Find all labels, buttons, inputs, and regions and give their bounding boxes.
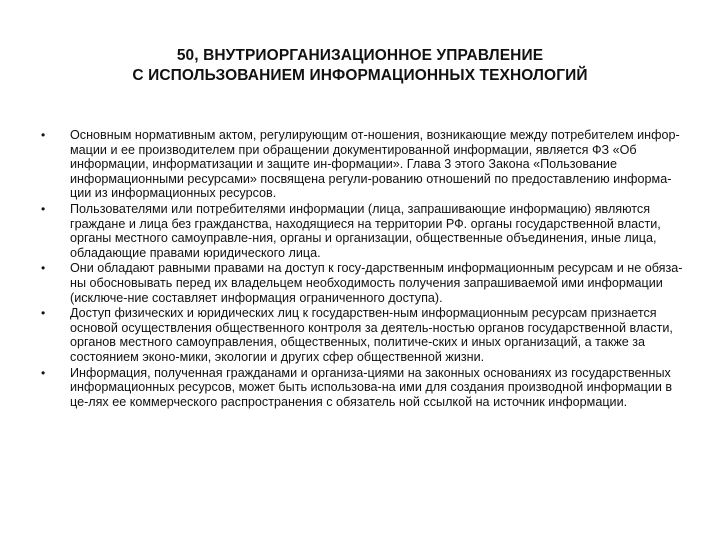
list-item [36, 202, 686, 260]
bullet-text: Информация, полученная гражданами и организа-циями на законных основаниях из государственных информационных ресурсов, может быть использова-на ими для создания производной информации в це-лях ее коммерческого распространения с обязатель ной ссылкой на источник информации. [70, 365, 673, 409]
bullet-list [36, 128, 686, 409]
bullet-text: Они обладают равными правами на доступ к госу-дарственным информационным ресурсам и не обяза-ны обосновывать перед их владельцем необходимость получения запрашиваемой ими информации (исключе-ние составляет информация ограниченного доступа). [70, 261, 683, 305]
bullet-icon: • [41, 261, 46, 276]
bullet-icon: • [41, 306, 46, 321]
list-item [36, 128, 686, 201]
bullet-icon: • [41, 128, 46, 142]
bullet-icon: • [41, 365, 46, 380]
bullet-text: Основным нормативным актом, регулирующим от-ношения, возникающие между потребителем инфор-мации и ее производителем при обращении документированной информации, является ФЗ «Об информации, информатизации и защите ин-формации». Глава 3 этого Закона «Пользование информационными ресурсами» посвящена регули-рованию отношений по предоставлению информа-ции из информационных ресурсов. [70, 128, 680, 201]
page-title [40, 46, 680, 86]
list-item [36, 306, 686, 364]
bullet-icon: • [41, 201, 46, 216]
list-item [36, 261, 686, 305]
bullet-text: Пользователями или потребителями информации (лица, запрашивающие информацию) являются граждане и лица без гражданства, находящиеся на территории РФ. органы государственной власти, органы местного самоуправле-ния, органы и организации, общественные объединения, иные лица, обладающие правами юридического лица. [70, 201, 661, 260]
title-line-1: 50, ВНУТРИОРГАНИЗАЦИОННОЕ УПРАВЛЕНИЕ [176, 47, 544, 64]
title-line-2: С ИСПОЛЬЗОВАНИЕМ ИНФОРМАЦИОННЫХ ТЕХНОЛОГИЙ [132, 67, 588, 84]
bullet-text: Доступ физических и юридических лиц к государствен-ным информационным ресурсам признается основой осуществления общественного контроля за деятель-ностью органов государственной власти, органов местного самоуправления, общественных, политиче-ских и иных организаций, а также за состоянием эконо-мики, экологии и других сфер общественной жизни. [70, 306, 673, 364]
list-item [36, 366, 686, 410]
